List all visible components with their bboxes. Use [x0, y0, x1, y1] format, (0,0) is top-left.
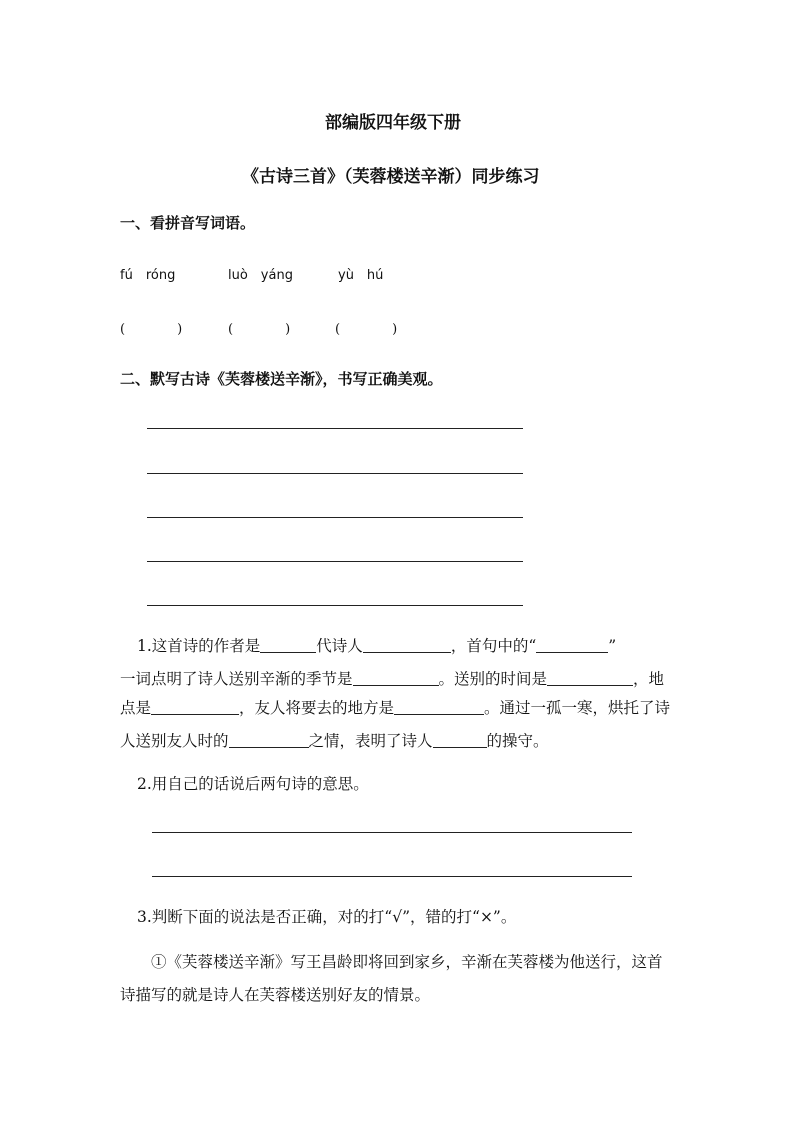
- q2-answer-line-2[interactable]: [152, 876, 632, 877]
- answer-paren-3[interactable]: ( ): [335, 322, 398, 337]
- section-2-heading: 二、默写古诗《芙蓉楼送辛渐》，书写正确美观。: [120, 370, 443, 388]
- q1-text-2: 代诗人: [316, 637, 363, 655]
- q1-text-1: 1.这首诗的作者是: [137, 637, 261, 655]
- q2-answer-line-1[interactable]: [152, 832, 632, 833]
- pinyin-2: luò yáng: [228, 268, 293, 283]
- q1-text-10: 。通过一孤一寒，烘托了诗: [484, 699, 671, 717]
- q1-text-8: 点是: [120, 699, 152, 717]
- poem-writing-line-5[interactable]: [147, 605, 523, 606]
- pinyin-3: yù hú: [338, 268, 384, 283]
- q1-text-11: 人送别友人时的: [120, 732, 229, 750]
- author-name-blank[interactable]: [363, 636, 451, 653]
- section-1-heading: 一、看拼音写词语。: [120, 214, 256, 232]
- page-title: 部编版四年级下册: [325, 113, 461, 133]
- question-1-line-4: [120, 729, 549, 751]
- question-1-line-1: [137, 634, 616, 656]
- feeling-blank[interactable]: [229, 731, 309, 748]
- q3-item-1-line-2: 诗描写的就是诗人在芙蓉楼送别好友的情景。: [120, 986, 431, 1004]
- answer-paren-1[interactable]: ( ): [120, 322, 183, 337]
- q1-text-5: 一词点明了诗人送别辛渐的季节是: [120, 670, 353, 688]
- answer-paren-2[interactable]: ( ): [228, 322, 291, 337]
- poem-writing-line-1[interactable]: [147, 428, 523, 429]
- poem-writing-line-4[interactable]: [147, 561, 523, 562]
- integrity-blank[interactable]: [433, 731, 487, 748]
- q1-text-12: 之情，表明了诗人: [308, 732, 433, 750]
- destination-blank[interactable]: [394, 698, 484, 715]
- question-2: 2.用自己的话说后两句诗的意思。: [137, 775, 369, 793]
- poem-writing-line-3[interactable]: [147, 517, 523, 518]
- farewell-place-blank[interactable]: [151, 698, 239, 715]
- season-blank[interactable]: [353, 669, 439, 686]
- pinyin-1: fú róng: [120, 268, 176, 283]
- poem-writing-line-2[interactable]: [147, 473, 523, 474]
- q1-text-9: ，友人将要去的地方是: [239, 699, 395, 717]
- q1-text-3: ，首句中的“: [450, 637, 537, 655]
- q1-text-7: ，地: [633, 670, 665, 688]
- question-3: 3.判断下面的说法是否正确，对的打“√”，错的打“×”。: [137, 908, 517, 926]
- q1-text-6: 。送别的时间是: [438, 670, 548, 688]
- season-word-blank[interactable]: [536, 636, 608, 653]
- author-dynasty-blank[interactable]: [260, 636, 316, 653]
- farewell-time-blank[interactable]: [547, 669, 633, 686]
- q1-text-13: 的操守。: [486, 732, 549, 750]
- question-1-line-2: [120, 667, 664, 689]
- page-subtitle: 《古诗三首》（芙蓉楼送辛渐）同步练习: [242, 167, 540, 187]
- q1-text-4: ”: [608, 637, 617, 655]
- question-1-line-3: [120, 696, 670, 718]
- q3-item-1-line-1: ①《芙蓉楼送辛渐》写王昌龄即将回到家乡，辛渐在芙蓉楼为他送行，这首: [151, 953, 663, 971]
